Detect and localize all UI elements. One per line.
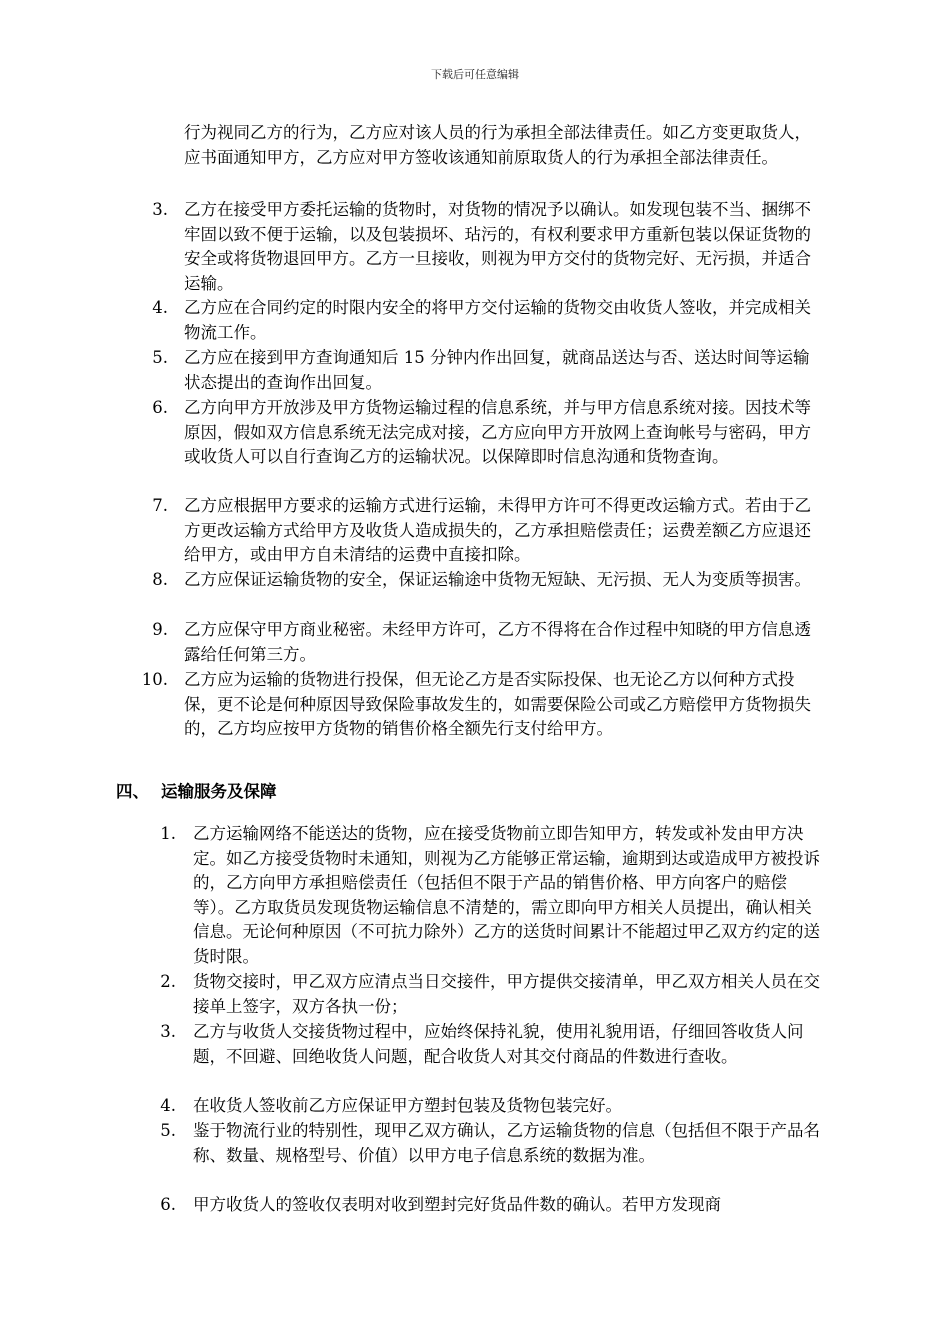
list-item-number: 4. — [152, 298, 168, 317]
list-item-text: 乙方向甲方开放涉及甲方货物运输过程的信息系统，并与甲方信息系统对接。因技术等原因，假如双方信息系统无法完成对接，乙方应向甲方开放网上查询帐号与密码，甲方或收货人可以自行查询乙方的运输状况。以保障即时信息沟通和货物查询。 — [184, 398, 811, 467]
list-item-number: 3. — [160, 1022, 176, 1041]
continuation-paragraph: 行为视同乙方的行为，乙方应对该人员的行为承担全部法律责任。如乙方变更取货人，应书面通知甲方，乙方应对甲方签收该通知前原取货人的行为承担全部法律责任。 — [184, 123, 811, 167]
list-item-number: 2. — [160, 972, 176, 991]
list-item-number: 4. — [160, 1096, 176, 1115]
list-item-text: 乙方应保守甲方商业秘密。未经甲方许可，乙方不得将在合作过程中知晓的甲方信息透露给任何第三方。 — [184, 620, 811, 664]
list-item-number: 9. — [152, 620, 168, 639]
list-item-text: 鉴于物流行业的特别性，现甲乙双方确认，乙方运输货物的信息（包括但不限于产品名称、数量、规格型号、价值）以甲方电子信息系统的数据为准。 — [193, 1121, 820, 1165]
list-item-number: 5. — [152, 348, 168, 367]
list-item-text: 甲方收货人的签收仅表明对收到塑封完好货品件数的确认。若甲方发现商 — [193, 1195, 721, 1214]
section-title: 运输服务及保障 — [161, 782, 277, 801]
list-item-number: 8. — [152, 570, 168, 589]
list-item-text: 乙方应在合同约定的时限内安全的将甲方交付运输的货物交由收货人签收，并完成相关物流工作。 — [184, 298, 811, 342]
list-item-text: 货物交接时，甲乙双方应清点当日交接件，甲方提供交接清单，甲乙双方相关人员在交接单上签字，双方各执一份； — [193, 972, 820, 1016]
list-item-number: 5. — [160, 1121, 176, 1140]
list-item-number: 7. — [152, 496, 168, 515]
list-item-text: 乙方与收货人交接货物过程中，应始终保持礼貌，使用礼貌用语，仔细回答收货人问题，不回避、回绝收货人问题，配合收货人对其交付商品的件数进行查收。 — [193, 1022, 804, 1066]
list-item-text: 乙方应在接到甲方查询通知后 15 分钟内作出回复，就商品送达与否、送达时间等运输状态提出的查询作出回复。 — [184, 348, 810, 392]
list-item-text: 乙方应根据甲方要求的运输方式进行运输，未得甲方许可不得更改运输方式。若由于乙方更改运输方式给甲方及收货人造成损失的，乙方承担赔偿责任；运费差额乙方应退还给甲方，或由甲方自未清结的运费中直接扣除。 — [184, 496, 811, 565]
list-item-text: 乙方运输网络不能送达的货物，应在接受货物前立即告知甲方，转发或补发由甲方决定。如乙方接受货物时未通知，则视为乙方能够正常运输，逾期到达或造成甲方被投诉的，乙方向甲方承担赔偿责任（包括但不限于产品的销售价格、甲方向客户的赔偿等）。乙方取货员发现货物运输信息不清楚的，需立即向甲方相关人员提出，确认相关信息。无论何种原因（不可抗力除外）乙方的送货时间累计不能超过甲乙双方约定的送货时限。 — [193, 824, 820, 966]
list-item-number: 6. — [152, 398, 168, 417]
list-item-text: 乙方应保证运输货物的安全，保证运输途中货物无短缺、无污损、无人为变质等损害。 — [184, 570, 811, 589]
list-item-text: 在收货人签收前乙方应保证甲方塑封包装及货物包装完好。 — [193, 1096, 622, 1115]
list-item-text: 乙方应为运输的货物进行投保，但无论乙方是否实际投保、也无论乙方以何种方式投保，更不论是何种原因导致保险事故发生的，如需要保险公司或乙方赔偿甲方货物损失的，乙方均应按甲方货物的销售价格全额先行支付给甲方。 — [184, 670, 811, 739]
list-item-number: 6. — [160, 1195, 176, 1214]
list-item-number: 10. — [141, 670, 168, 689]
list-item-number: 1. — [160, 824, 176, 843]
section-heading — [116, 780, 277, 804]
list-item-number: 3. — [152, 200, 168, 219]
page-header: 下载后可任意编辑 — [431, 68, 519, 81]
list-item-text: 乙方在接受甲方委托运输的货物时，对货物的情况予以确认。如发现包装不当、捆绑不牢固以致不便于运输，以及包装损坏、玷污的，有权利要求甲方重新包装以保证货物的安全或将货物退回甲方。乙方一旦接收，则视为甲方交付的货物完好、无污损，并适合运输。 — [184, 200, 811, 293]
section-number: 四、 — [116, 782, 149, 801]
